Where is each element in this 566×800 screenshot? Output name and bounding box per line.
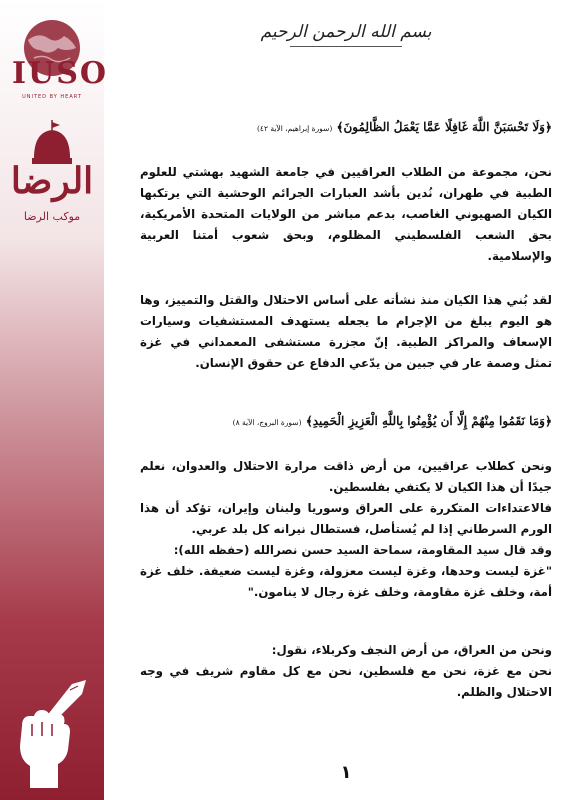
paragraph-quote-intro: وقد قال سيد المقاومة، سماحة السيد حسن نصرالله (حفظه الله):	[173, 543, 552, 557]
sidebar-brand-strip	[0, 0, 108, 800]
verse-reference: (سورة إبراهيم، الآية ٤٢)	[256, 124, 333, 133]
brand-title: الرضا	[10, 160, 94, 202]
basmala-divider	[290, 46, 402, 47]
basmala-header: بسم الله الرحمن الرحيم	[260, 22, 432, 42]
brand-subtitle: موكب الرضا	[23, 210, 81, 223]
iuso-logo-text: IUSO	[12, 56, 108, 91]
page-number: ١	[340, 762, 352, 783]
paragraph-solidarity: نحن مع غزة، نحن مع فلسطين، نحن مع كل مقاوم شريف في وجه الاحتلال والظلم.	[140, 664, 552, 699]
paragraph-iraqi-students: ونحن كطلاب عراقيين، من أرض ذاقت مرارة الاحتلال والعدوان، نعلم جيدًا أن هذا الكيان لا يكتفي بفلسطين.	[140, 459, 552, 494]
letter-body	[140, 0, 552, 800]
iuso-tagline: UNITED BY HEART	[22, 94, 82, 100]
paragraph-aggressions: فالاعتداءات المتكررة على العراق وسوريا ولبنان وإيران، تؤكد أن هذا الورم السرطاني إذا لم يُستأصل، فستطال نيرانه كل بلد عربي.	[140, 501, 552, 536]
verse-reference: (سورة البروج، الآية ٨)	[232, 418, 302, 427]
quran-verse-1	[140, 120, 552, 134]
fist-pen-icon	[8, 680, 88, 790]
quran-verse-2	[140, 414, 552, 428]
paragraph-quote: "غزة ليست وحدها، وغزة ليست معزولة، وغزة ليست ضعيفة. خلف غزة أمة، وخلف غزة مقاومة، وخلف غزة رجال لا ينامون."	[140, 564, 552, 599]
paragraph-history: لقد بُني هذا الكيان منذ نشأته على أساس الاحتلال والقتل والتمييز، وها هو اليوم يبلغ من الإجرام ما يجعله يستهدف المستشفيات وسيارات الإسعاف والمراكز الطبية. إنّ مجزرة مستشفى المعمداني في غزة تمثل وصمة عار في جبين من يدّعي الدفاع عن حقوق الإنسان.	[140, 293, 552, 370]
paragraph-najaf-intro: ونحن من العراق، من أرض النجف وكربلاء، نقول:	[271, 643, 552, 657]
paragraph-condemnation: نحن، مجموعة من الطلاب العراقيين في جامعة الشهيد بهشتي للعلوم الطبية في طهران، نُدين بأشد العبارات الجرائم الوحشية التي يرتكبها الكيان الصهيوني الغاصب، بدعم مباشر من الولايات المتحدة الأمريكية، بحق الشعب الفلسطيني المظلوم، وبحق شعوب أمتنا العربية والإسلامية.	[140, 165, 552, 263]
verse-text: ﴿وَلَا تَحْسَبَنَّ اللَّهَ غَافِلًا عَمَّا يَعْمَلُ الظَّالِمُونَ﴾	[336, 120, 552, 134]
verse-text: ﴿وَمَا نَقَمُوا مِنْهُمْ إِلَّا أَن يُؤْمِنُوا بِاللَّهِ الْعَزِيزِ الْحَمِيدِ﴾	[305, 414, 552, 428]
